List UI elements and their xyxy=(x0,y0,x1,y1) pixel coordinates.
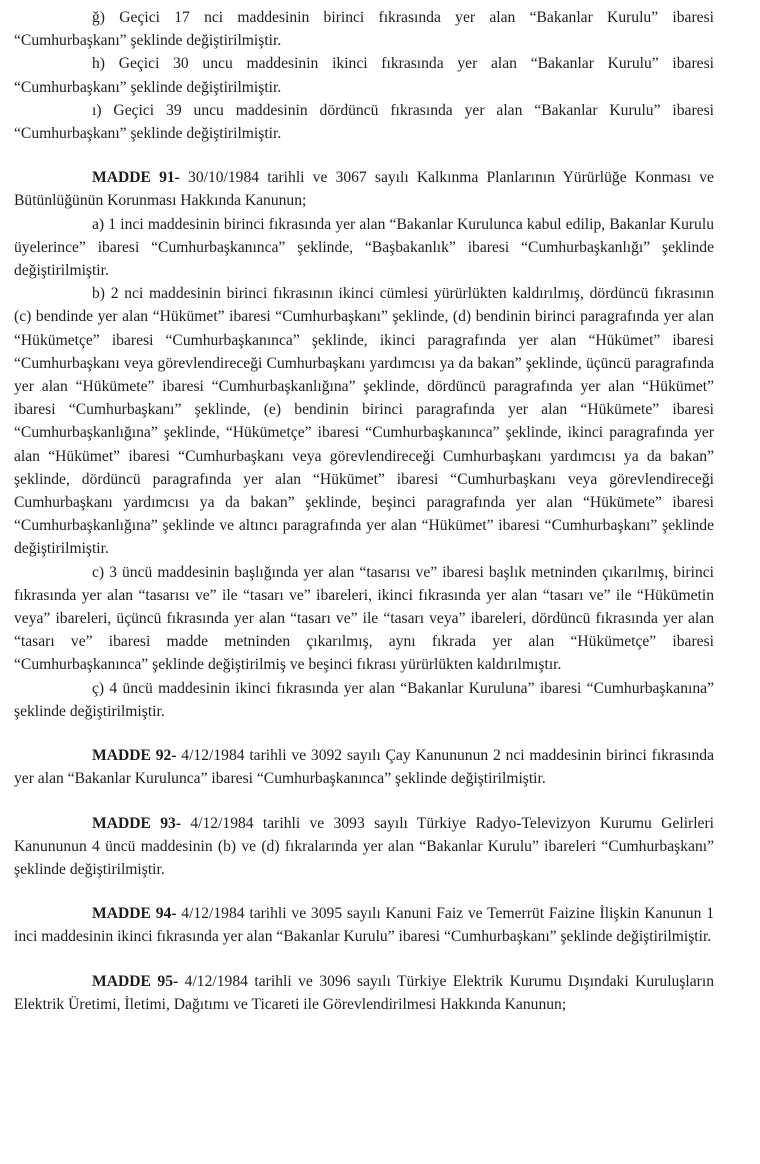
article-text: 4/12/1984 tarihli ve 3095 sayılı Kanuni Faiz ve Temerrüt Faizine İlişkin Kanunun 1 inci maddesinin ikinci fıkrasında yer alan “Bakanlar Kurulu” ibaresi “Cumhurbaşkanı” şeklinde değiştirilmiştir. xyxy=(14,905,714,946)
article-92 xyxy=(14,744,714,790)
article-94 xyxy=(14,902,714,948)
clause-i-geçici-39 xyxy=(14,99,714,145)
clause-text: ğ) Geçici 17 nci maddesinin birinci fıkrasında yer alan “Bakanlar Kurulu” ibaresi “Cumhurbaşkanı” şeklinde değiştirilmiştir. xyxy=(14,9,714,50)
article-heading: MADDE 93- xyxy=(92,814,182,832)
article-95 xyxy=(14,970,714,1016)
clause-text: a) 1 inci maddesinin birinci fıkrasında yer alan “Bakanlar Kurulunca kabul edilip, Bakanlar Kurulu üyelerince” ibaresi “Cumhurbaşkanınca” şeklinde, “Başbakanlık” ibaresi “Cumhurbaşkanlığı” şeklinde değiştirilmiştir. xyxy=(14,215,714,280)
clause-a xyxy=(14,213,714,283)
clause-text: b) 2 nci maddesinin birinci fıkrasının ikinci cümlesi yürürlükten kaldırılmış, dördüncü fıkrasının (c) bendinde yer alan “Hükümet” ibaresi “Cumhurbaşkanı” şeklinde, (d) bendinin birinci paragrafında yer alan “Hükümetçe” ibaresi “Cumhurbaşkanınca” şeklinde, ikinci paragrafında yer alan “Hükümet” ibaresi “Cumhurbaşkanı veya görevlendireceği Cumhurbaşkanı yardımcısı ya da bakan” şeklinde, üçüncü paragrafında yer alan “Hükümete” ibaresi “Cumhurbaşkanlığına” şeklinde, dördüncü paragrafında yer alan “Hükümet” ibaresi “Cumhurbaşkanı” şeklinde, (e) bendinin birinci paragrafında yer alan “Hükümete” ibaresi “Cumhurbaşkanlığına” şeklinde, “Hükümetçe” ibaresi “Cumhurbaşkanınca” şeklinde, ikinci paragrafında yer alan “Hükümet” ibaresi “Cumhurbaşkanı veya görevlendireceği Cumhurbaşkanı yardımcısı ya da bakan” şeklinde, dördüncü paragrafında yer alan “Hükümet” ibaresi “Cumhurbaşkanı veya görevlendireceği Cumhurbaşkanı yardımcısı ya da bakan” şeklinde, beşinci paragrafında yer alan “Hükümete” ibaresi “Cumhurbaşkanlığına” şeklinde ve altıncı paragrafında yer alan “Hükümet” ibaresi “Cumhurbaşkanı” şeklinde değiştirilmiştir. xyxy=(14,285,714,558)
article-text: 30/10/1984 tarihli ve 3067 sayılı Kalkınma Planlarının Yürürlüğe Konması ve Bütünlüğünün Korunması Hakkında Kanunun; xyxy=(14,169,714,210)
article-91 xyxy=(14,166,714,212)
clause-text: ç) 4 üncü maddesinin ikinci fıkrasında yer alan “Bakanlar Kuruluna” ibaresi “Cumhurbaşkanına” şeklinde değiştirilmiştir. xyxy=(14,679,714,720)
clause-h-geçici-30 xyxy=(14,52,714,98)
clause-c xyxy=(14,561,714,677)
clause-ç xyxy=(14,677,714,723)
article-heading: MADDE 91- xyxy=(92,169,180,187)
clause-g-geçici-17 xyxy=(14,6,714,52)
article-heading: MADDE 95- xyxy=(92,972,179,990)
article-93 xyxy=(14,812,714,882)
clause-text: ı) Geçici 39 uncu maddesinin dördüncü fıkrasında yer alan “Bakanlar Kurulu” ibaresi “Cumhurbaşkanı” şeklinde değiştirilmiştir. xyxy=(14,101,714,143)
article-text: 4/12/1984 tarihli ve 3092 sayılı Çay Kanununun 2 nci maddesinin birinci fıkrasında yer alan “Bakanlar Kurulunca” ibaresi “Cumhurbaşkanınca” şeklinde değiştirilmiştir. xyxy=(14,747,714,788)
clause-text: h) Geçici 30 uncu maddesinin ikinci fıkrasında yer alan “Bakanlar Kurulu” ibaresi “Cumhurbaşkanı” şeklinde değiştirilmiştir. xyxy=(14,55,714,96)
article-heading: MADDE 92- xyxy=(92,747,177,765)
article-text: 4/12/1984 tarihli ve 3096 sayılı Türkiye Elektrik Kurumu Dışındaki Kuruluşların Elektrik Üretimi, İletimi, Dağıtımı ve Ticareti ile Görevlendirilmesi Hakkında Kanunun; xyxy=(14,972,714,1013)
article-heading: MADDE 94- xyxy=(92,905,177,923)
document-page xyxy=(14,6,714,1016)
clause-text: c) 3 üncü maddesinin başlığında yer alan “tasarısı ve” ibaresi başlık metninden çıkarılmış, birinci fıkrasında yer alan “tasarısı ve” ile “tasarı ve” ibareleri, ikinci fıkrasında yer alan “tasarı ve” ile “Hükümetin veya” ibareleri, üçüncü fıkrasında yer alan “tasarı ve” ile “tasarı veya” ibareleri, dördüncü fıkrasında yer alan “tasarı ve” ibaresi madde metninden çıkarılmış, aynı fıkrada yer alan “Hükümetçe” ibaresi “Cumhurbaşkanınca” şeklinde değiştirilmiş ve beşinci fıkrası yürürlükten kaldırılmıştır. xyxy=(14,563,714,674)
clause-b xyxy=(14,282,714,560)
article-text: 4/12/1984 tarihli ve 3093 sayılı Türkiye Radyo-Televizyon Kurumu Gelirleri Kanununun 4 üncü maddesinin (b) ve (d) fıkralarında yer alan “Bakanlar Kurulu” ibareleri “Cumhurbaşkanı” şeklinde değiştirilmiştir. xyxy=(14,814,715,878)
